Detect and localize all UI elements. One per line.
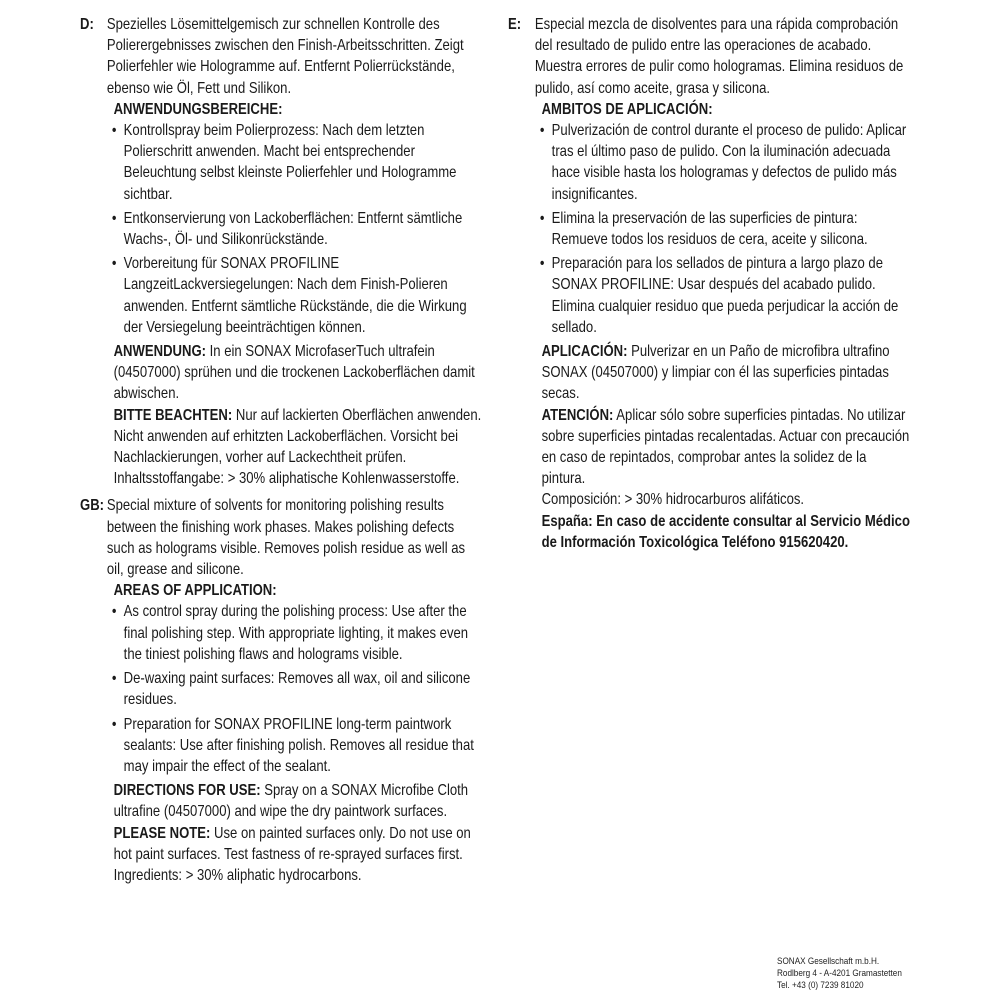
language-code-de: D: [80,16,94,33]
intro-es: Especial mezcla de disolventes para una rápida comprobación del resultado de pulido entre las operaciones de acabado. Muestra errores de pulir como hologramas. Elimina residuos de pulido, así como aceite, grasa y silicona. [534,16,904,97]
note-text-de: Nur auf lackierten Oberflächen anwenden. Nicht anwenden auf erhitzten Lackoberflächen. Vorsicht bei Nachlackierungen, vorher auf Lackechtheit prüfen. [113,406,482,467]
list-item: • Vorbereitung für SONAX PROFILINE LangzeitLackversiegelungen: Nach dem Finish-Polieren anwenden. Entfernt sämtliche Rückstände, die die Wirkung der Versiegelung beeinträchtigen können. [112,253,483,338]
bullet-list-gb [107,601,483,777]
heading-de: ANWENDUNGSBEREICHE: [113,100,283,118]
note-label-es: ATENCIÓN: [541,406,614,424]
list-item: • Preparación para los sellados de pintura a largo plazo de SONAX PROFILINE: Usar después del acabado pulido. Elimina cualquier residuo que pueda perjudicar la acción de sellado. [540,253,911,338]
company-address [777,956,902,992]
section-de [80,14,483,489]
spain-note: España: En caso de accidente consultar al Servicio Médico de Información Toxicológica Teléfono 915620420. [541,512,910,551]
list-item: • De-waxing paint surfaces: Removes all wax, oil and silicone residues. [112,668,483,710]
section-es [508,14,911,553]
ingredients-gb: Ingredients: > 30% aliphatic hydrocarbons. [113,866,362,884]
intro-de: Spezielles Lösemittelgemisch zur schnellen Kontrolle des Polierergebnisses zwischen den Finish-Arbeitsschritten. Zeigt Polierfehler wie Hologramme auf. Entfernt Polierrückstände, ebenso wie Öl, Fett und Silikon. [106,16,464,97]
note-es [535,405,911,490]
usage-text-de: In ein SONAX MicrofaserTuch ultrafein (04507000) sprühen und die trockenen Lackoberflächen damit abwischen. [113,343,475,403]
usage-de [107,341,483,405]
note-text-gb: Use on painted surfaces only. Do not use on hot paint surfaces. Test fastness of re-sprayed surfaces first. [113,824,471,863]
list-item: • As control spray during the polishing process: Use after the final polishing step. With appropriate lighting, it makes even the tiniest polishing flaws and holograms visible. [112,601,483,665]
bullet-list-es [535,120,911,338]
bullet-list-de [107,120,483,338]
usage-label-de: ANWENDUNG: [113,343,207,361]
list-item: • Entkonservierung von Lackoberflächen: Entfernt sämtliche Wachs-, Öl- und Silikonrückstände. [112,208,483,250]
intro-gb: Special mixture of solvents for monitoring polishing results between the finishing work phases. Makes polishing defects such as holograms visible. Removes polish residue as well as oil, grease and silicone. [106,497,466,579]
language-code-es: E: [508,16,522,33]
usage-text-es: Pulverizar en un Paño de microfibra ultrafino SONAX (04507000) y limpiar con él las superficies pintadas secas. [541,343,890,403]
note-label-gb: PLEASE NOTE: [113,824,211,842]
list-item: • Kontrollspray beim Polierprozess: Nach dem letzten Polierschritt anwenden. Macht bei entsprechender Beleuchtung selbst kleinste Polierfehler und Hologramme sichtbar. [112,120,483,205]
company-street: Rodlberg 4 - A-4201 Gramastetten [777,968,902,979]
heading-gb: AREAS OF APPLICATION: [113,582,277,600]
usage-es [535,341,911,405]
heading-es: AMBITOS DE APLICACIÓN: [541,100,713,118]
right-column [508,14,928,553]
list-item: • Elimina la preservación de las superficies de pintura: Remueve todos los residuos de cera, aceite y silicona. [540,208,911,250]
usage-label-es: APLICACIÓN: [541,343,628,361]
left-column [80,14,500,886]
ingredients-de: Inhaltsstoffangabe: > 30% aliphatische Kohlenwasserstoffe. [113,470,460,488]
usage-gb [107,780,483,822]
note-de [107,405,483,469]
list-item: • Pulverización de control durante el proceso de pulido: Aplicar tras el último paso de pulido. Con la iluminación adecuada hace visible hasta los hologramas y defectos de pulido más insignificantes. [540,120,911,205]
usage-label-gb: DIRECTIONS FOR USE: [113,782,261,800]
ingredients-es: Composición: > 30% hidrocarburos alifáticos. [541,491,805,509]
note-text-es: Aplicar sólo sobre superficies pintadas. No utilizar sobre superficies pintadas recalentadas. Actuar con precaución en caso de repintados, comprobar antes la solidez de la pintura. [541,406,910,488]
company-name: SONAX Gesellschaft m.b.H. [777,956,880,967]
note-label-de: BITTE BEACHTEN: [113,406,233,424]
company-phone: Tel. +43 (0) 7239 81020 [777,980,864,991]
section-gb [80,495,483,886]
list-item: • Preparation for SONAX PROFILINE long-term paintwork sealants: Use after finishing polish. Removes all residue that may impair the effect of the sealant. [112,714,483,778]
usage-text-gb: Spray on a SONAX Microfibe Cloth ultrafine (04507000) and wipe the dry paintwork surfaces. [113,782,469,821]
note-gb [107,823,483,865]
language-code-gb: GB: [80,497,105,515]
